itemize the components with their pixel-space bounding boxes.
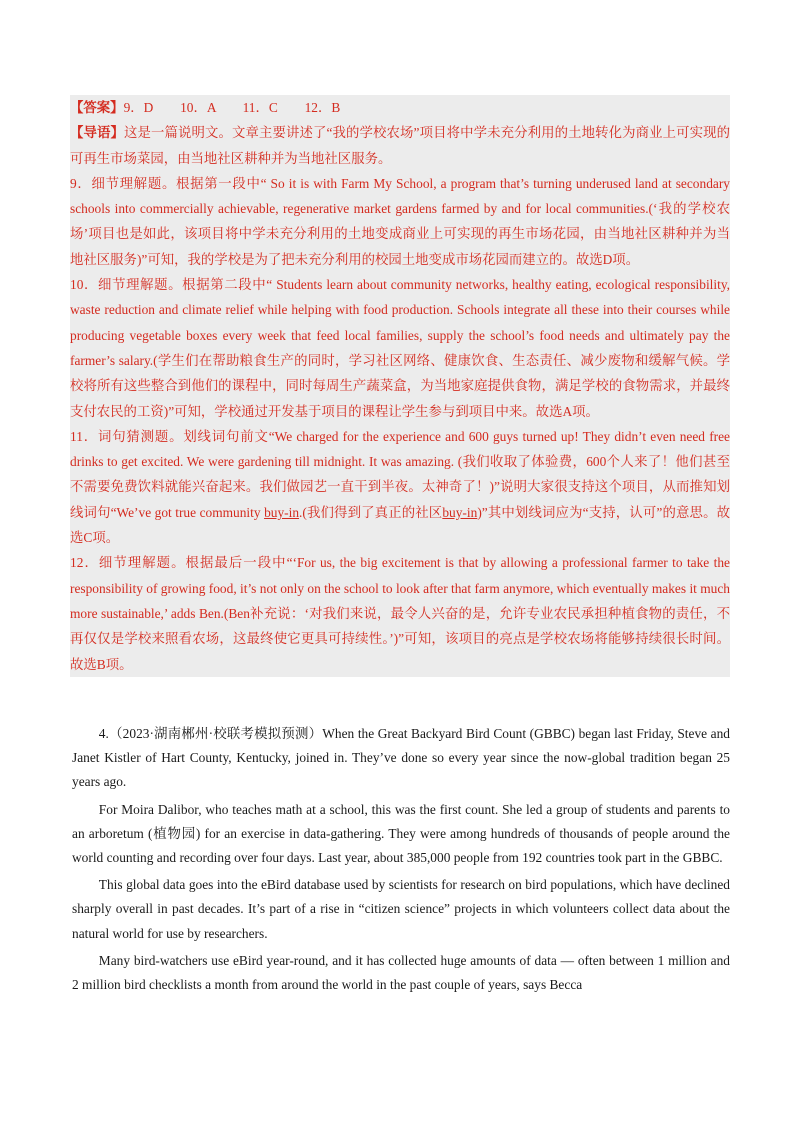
passage-paragraph-2: For Moira Dalibor, who teaches math at a school, this was the first count. She led a group of students and parents to an arboretum (植物园) for an exercise in data-gathering. They were among hundreds of thousands of people around the world counting and recording over four days. Last year, about 385,000 people from 192 countries took part in the GBBC. [72,801,730,866]
passage-paragraph-4: Many bird-watchers use eBird year-round, and it has collected huge amounts of data — often between 1 million and 2 million bird checklists a month from around the world in the past couple of years, says Becca [72,952,730,993]
guide-paragraph [70,120,730,171]
q11-text-after: )”其中划线词应为“支持，认可”的意思。故选C项。 [70,504,730,546]
explanation-q10: 10．细节理解题。根据第二段中“ Students learn about community networks, healthy eating, ecological responsibility, waste reduction and climate relief while helping with food production. Schools integrate all these into their courses while producing vegetable boxes every week that feed local families, supply the school’s food needs and ultimately pay the farmer’s salary.(学生们在帮助粮食生产的同时，学习社区网络、健康饮食、生态责任、减少废物和缓解气候。学校将所有这些整合到他们的课程中，同时每周生产蔬菜盒，为当地家庭提供食物，满足学校的食物需求，并最终支付农民的工资)”可知，学校通过开发基于项目的课程让学生参与到项目中来。故选A项。 [70,277,730,419]
explanation-q9: 9．细节理解题。根据第一段中“ So it is with Farm My School, a program that’s turning underused land at secondary schools into commercially achievable, regenerative market gardens farmed by and for local communities.(‘我的学校农场’项目也是如此，该项目将中学未充分利用的土地变成商业上可实现的再生市场花园，由当地社区耕种并为当地社区服务)”可知，我的学校是为了把未充分利用的校园土地变成市场花园而建立的。故选D项。 [70,175,730,267]
explanation-q12: 12．细节理解题。根据最后一段中“‘For us, the big excitement is that by allowing a professional farmer to take the responsibility of growing food, it’s not only on the school to look after that farm anymore, which eventually makes it much more sustainable,’ adds Ben.(Ben补充说：‘对我们来说，最令人兴奋的是，允许专业农民承担种植食物的责任，不再仅仅是学校来照看农场，这最终使它更具可持续性。’)”可知，该项目的亮点是学校农场将能够持续很长时间。故选B项。 [70,555,730,672]
guide-text: 这是一篇说明文。文章主要讲述了“我的学校农场”项目将中学未充分利用的土地转化为商业上可实现的可再生市场菜园，由当地社区耕种并为当地社区服务。 [70,125,730,166]
guide-label: 【导语】 [70,125,124,141]
passage-paragraph-1: 4.（2023·湖南郴州·校联考模拟预测）When the Great Backyard Bird Count (GBBC) began last Friday, Steve and Janet Kistler of Hart County, Kentucky, joined in. They’ve done so every year since the now-global tradition began 25 years ago. [72,726,730,790]
underlined-term-2: buy-in [442,504,478,520]
q11-text-before: 11．词句猜测题。划线词句前文“We charged for the experience and 600 guys turned up! They didn’t even need free drinks to get excited. We were gardening till midnight. It was amazing. (我们收取了体验费，600个人来了！他们甚至不需要免费饮料就能兴奋起来。我们做园艺一直干到半夜。太神奇了！)”说明大家很支持这个项目，从而推知划线词句“We’ve got true community [70,428,730,520]
q11-text-middle: .(我们得到了真正的社区 [299,504,443,520]
reading-passage [72,722,730,997]
passage-paragraph-3: This global data goes into the eBird database used by scientists for research on bird populations, which have declined sharply overall in past decades. It’s part of a rise in “citizen science” projects in which volunteers collect data about the natural world for use by researchers. [72,877,730,941]
answer-explanation-block [70,95,730,677]
answer-items: 9．D 10．A 11．C 12．B [123,100,341,115]
underlined-term-1: buy-in [264,504,300,520]
answer-label: 【答案】 [70,100,124,115]
answer-line [70,95,730,120]
explanation-q11 [70,424,730,550]
